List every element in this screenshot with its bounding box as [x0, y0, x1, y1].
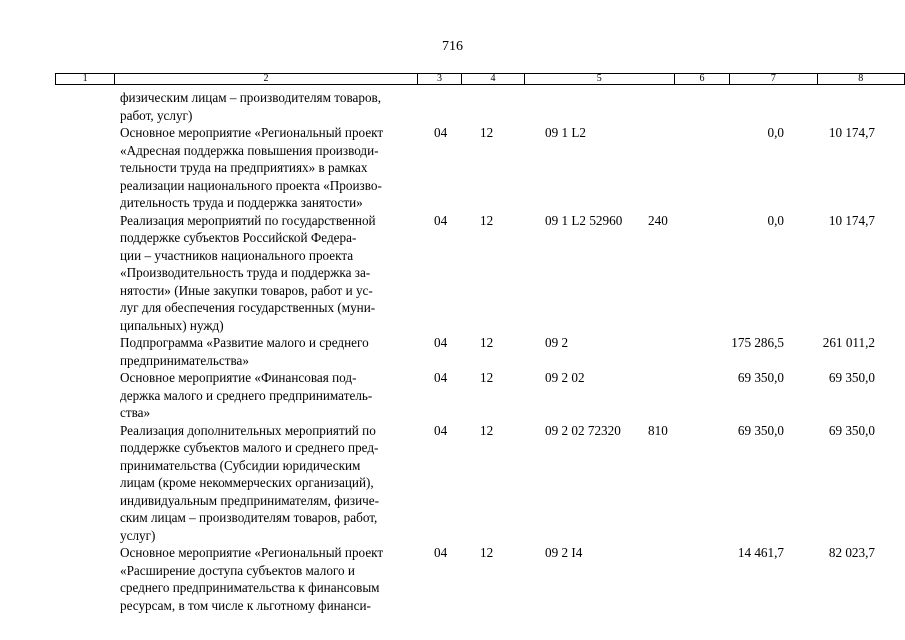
row-name-line: поддержке субъектов малого и среднего пред-: [120, 440, 379, 455]
column-header-5: 5: [524, 74, 674, 85]
cell-c5: 09 2 I4: [545, 545, 583, 560]
row-name-line: ресурсам, в том числе к льготному финанси-: [120, 597, 371, 613]
column-header-6: 6: [674, 74, 729, 85]
row-name-line: ским лицам – производителям товаров, работ,: [120, 510, 378, 525]
cell-c3: 04: [434, 422, 448, 438]
row-name-line: Основное мероприятие «Финансовая под-: [120, 370, 357, 385]
cell-c7: 14 461,7: [737, 545, 784, 560]
row-name-line: Реализация дополнительных мероприятий по: [120, 422, 376, 438]
cell-c3: 04: [434, 370, 448, 385]
table-row: [0, 369, 905, 422]
table-row: [0, 422, 905, 545]
row-name-line: тельности труда на предприятиях» в рамках: [120, 160, 368, 175]
row-name: [120, 544, 420, 614]
row-name: [120, 334, 420, 369]
cell-c7: 175 286,5: [731, 335, 784, 350]
table-row: [0, 124, 905, 212]
cell-c4: 12: [480, 212, 494, 228]
column-header-8: 8: [817, 74, 904, 85]
table-row: [0, 544, 905, 614]
cell-c8: 10 174,7: [828, 212, 875, 228]
cell-c3: 04: [434, 335, 448, 350]
table-row: [0, 212, 905, 335]
row-name-line: предпринимательства»: [120, 352, 249, 368]
cell-c8: 82 023,7: [828, 545, 875, 560]
row-name: [120, 369, 420, 422]
row-name-line: «Адресная поддержка повышения производи-: [120, 142, 379, 158]
cell-c7: 69 350,0: [737, 422, 784, 438]
cell-c8: 10 174,7: [828, 125, 875, 140]
cell-c7: 0,0: [767, 125, 784, 140]
column-header-2: 2: [115, 74, 417, 85]
cell-c3: 04: [434, 125, 448, 140]
row-name-line: услуг): [120, 527, 156, 543]
cell-c5: 09 1 L2 52960: [545, 212, 623, 228]
row-name-line: принимательства (Субсидии юридическим: [120, 457, 361, 473]
row-name-line: «Производительность труда и поддержка за-: [120, 265, 371, 280]
cell-c8: 261 011,2: [822, 335, 875, 350]
column-header-row: [55, 73, 905, 85]
budget-table-body: [0, 89, 905, 614]
cell-c7: 69 350,0: [737, 370, 784, 385]
column-header-4: 4: [462, 74, 524, 85]
row-name-line: реализации национального проекта «Произво-: [120, 177, 382, 193]
cell-c8: 69 350,0: [828, 422, 875, 438]
cell-c7: 0,0: [767, 212, 784, 228]
cell-c4: 12: [480, 422, 494, 438]
row-name-line: индивидуальным предпринимателям, физиче-: [120, 492, 379, 508]
column-header-3: 3: [417, 74, 462, 85]
row-name: [120, 212, 420, 335]
row-name-line: поддержке субъектов Российской Федера-: [120, 230, 357, 245]
row-name-line: Подпрограмма «Развитие малого и среднего: [120, 335, 369, 350]
row-name-line: ства»: [120, 405, 151, 420]
page-number: 716: [442, 39, 463, 54]
table-row: [0, 334, 905, 369]
row-name-line: среднего предпринимательства к финансовым: [120, 580, 380, 595]
cell-c3: 04: [434, 545, 448, 560]
cell-c5: 09 2 02 72320: [545, 422, 621, 438]
cell-c5: 09 1 L2: [545, 125, 587, 140]
cell-c5: 09 2: [545, 335, 569, 350]
cell-c6: 240: [648, 212, 668, 228]
cell-c5: 09 2 02: [545, 370, 585, 385]
column-header-1: 1: [56, 74, 115, 85]
cell-c8: 69 350,0: [828, 370, 875, 385]
row-name: [120, 124, 420, 212]
row-name-line: физическим лицам – производителям товаров,: [120, 90, 382, 105]
row-name-line: ции – участников национального проекта: [120, 247, 354, 263]
row-name: [120, 422, 420, 545]
row-name-line: «Расширение доступа субъектов малого и: [120, 562, 355, 578]
row-name-line: нятости» (Иные закупки товаров, работ и ус-: [120, 282, 373, 298]
row-name-line: держка малого и среднего предприниматель-: [120, 387, 373, 403]
table-row: [0, 89, 905, 124]
cell-c4: 12: [480, 545, 494, 560]
column-header-7: 7: [730, 74, 817, 85]
row-name-line: дительность труда и поддержка занятости»: [120, 195, 363, 210]
row-name-line: лицам (кроме некоммерческих организаций),: [120, 475, 374, 490]
cell-c4: 12: [480, 335, 494, 350]
row-name-line: Реализация мероприятий по государственной: [120, 212, 376, 228]
row-name-line: луг для обеспечения государственных (муни-: [120, 300, 376, 315]
cell-c4: 12: [480, 370, 494, 385]
cell-c6: 810: [648, 422, 668, 438]
row-name-line: ципальных) нужд): [120, 317, 224, 333]
cell-c3: 04: [434, 212, 448, 228]
row-name-line: Основное мероприятие «Региональный проект: [120, 125, 384, 140]
row-name: [120, 89, 420, 124]
cell-c4: 12: [480, 125, 494, 140]
row-name-line: Основное мероприятие «Региональный проект: [120, 545, 384, 560]
row-name-line: работ, услуг): [120, 107, 193, 123]
